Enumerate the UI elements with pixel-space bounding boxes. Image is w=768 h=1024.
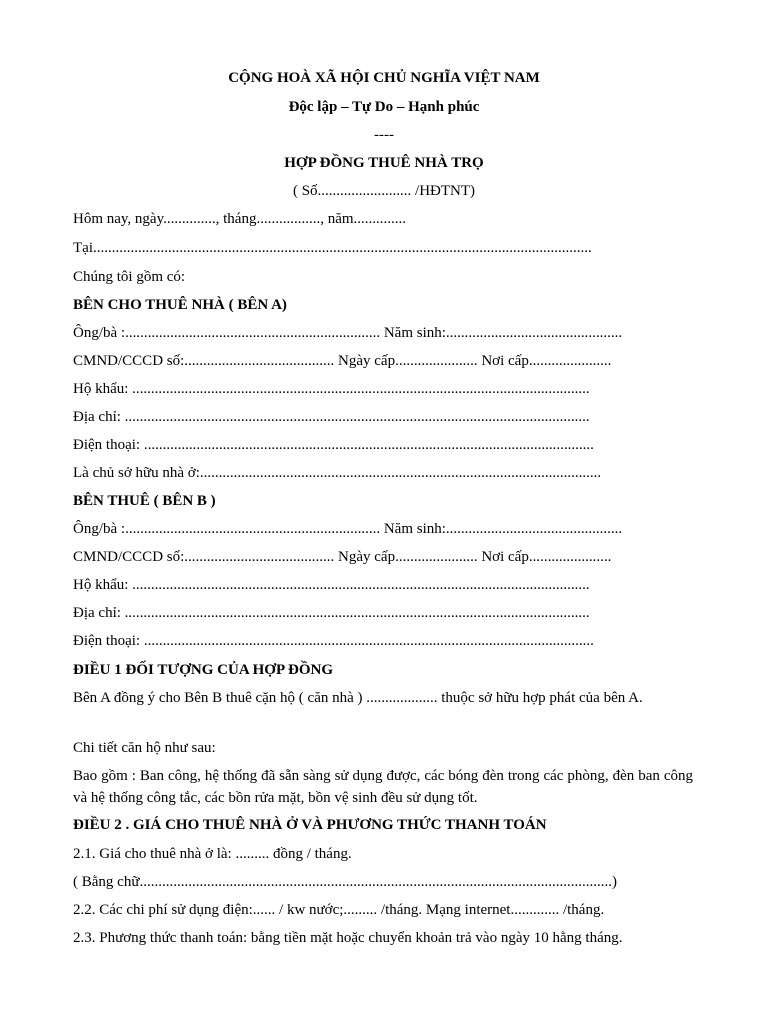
article-1-heading: ĐIỀU 1 ĐỐI TƯỢNG CỦA HỢP ĐỒNG: [73, 662, 334, 678]
party-a-address-line: Địa chỉ: ............................................................................................................................: [73, 409, 590, 425]
party-b-address-line: Địa chỉ: ............................................................................................................................: [73, 605, 590, 621]
price-line: 2.1. Giá cho thuê nhà ở là: ......... đồng / tháng.: [73, 846, 352, 862]
party-a-id-line: CMND/CCCD số:........................................ Ngày cấp...................... Nơi cấp......................: [73, 353, 612, 369]
date-line: Hôm nay, ngày.............., tháng................., năm..............: [73, 211, 407, 227]
party-b-heading: BÊN THUÊ ( BÊN B ): [73, 493, 216, 509]
separator: ----: [374, 127, 394, 143]
costs-line: 2.2. Các chi phí sử dụng điện:...... / kw nước;......... /tháng. Mạng internet............. /tháng.: [73, 902, 605, 918]
article-2-heading: ĐIỀU 2 . GIÁ CHO THUÊ NHÀ Ở VÀ PHƯƠNG THỨC THANH TOÁN: [73, 817, 547, 833]
payment-method-line: 2.3. Phương thức thanh toán: bằng tiền mặt hoặc chuyển khoản trả vào ngày 10 hằng tháng.: [73, 930, 623, 946]
document-title: HỢP ĐỒNG THUÊ NHÀ TRỌ: [284, 155, 484, 171]
party-b-id-line: CMND/CCCD số:........................................ Ngày cấp...................... Nơi cấp......................: [73, 549, 612, 565]
motto: Độc lập – Tự Do – Hạnh phúc: [288, 99, 480, 115]
party-b-household-line: Hộ khẩu: ..........................................................................................................................: [73, 577, 590, 593]
parties-line: Chúng tôi gồm có:: [73, 269, 186, 285]
article-1-details-label: Chi tiết căn hộ như sau:: [73, 740, 216, 756]
party-a-phone-line: Điện thoại: ........................................................................................................................: [73, 437, 594, 453]
party-a-name-line: Ông/bà :.................................................................... Năm sinh:...............................................: [73, 325, 623, 341]
nation-heading: CỘNG HOÀ XÃ HỘI CHỦ NGHĨA VIỆT NAM: [228, 70, 540, 86]
place-line: Tại.....................................................................................................................................: [73, 240, 592, 256]
party-a-household-line: Hộ khẩu: ..........................................................................................................................: [73, 381, 590, 397]
contract-number: ( Số......................... /HĐTNT): [292, 183, 476, 199]
party-a-heading: BÊN CHO THUÊ NHÀ ( BÊN A): [73, 297, 287, 313]
price-in-words-line: ( Bằng chữ..............................................................................................................................): [73, 874, 617, 890]
party-b-phone-line: Điện thoại: ........................................................................................................................: [73, 633, 594, 649]
party-a-owner-line: Là chủ sở hữu nhà ở:...........................................................................................................: [73, 465, 602, 481]
article-1-details-paragraph: Bao gồm : Ban công, hệ thống đã sẵn sàng sử dụng được, các bóng đèn trong các phòng, đèn ban công và hệ thống công tắc, các bồn rửa mặt, bồn vệ sinh đều sử dụng tốt.: [73, 768, 693, 806]
party-b-name-line: Ông/bà :.................................................................... Năm sinh:...............................................: [73, 521, 623, 537]
article-1-paragraph: Bên A đồng ý cho Bên B thuê cặn hộ ( căn nhà ) ................... thuộc sở hữu hợp phát của bên A.: [73, 690, 643, 706]
